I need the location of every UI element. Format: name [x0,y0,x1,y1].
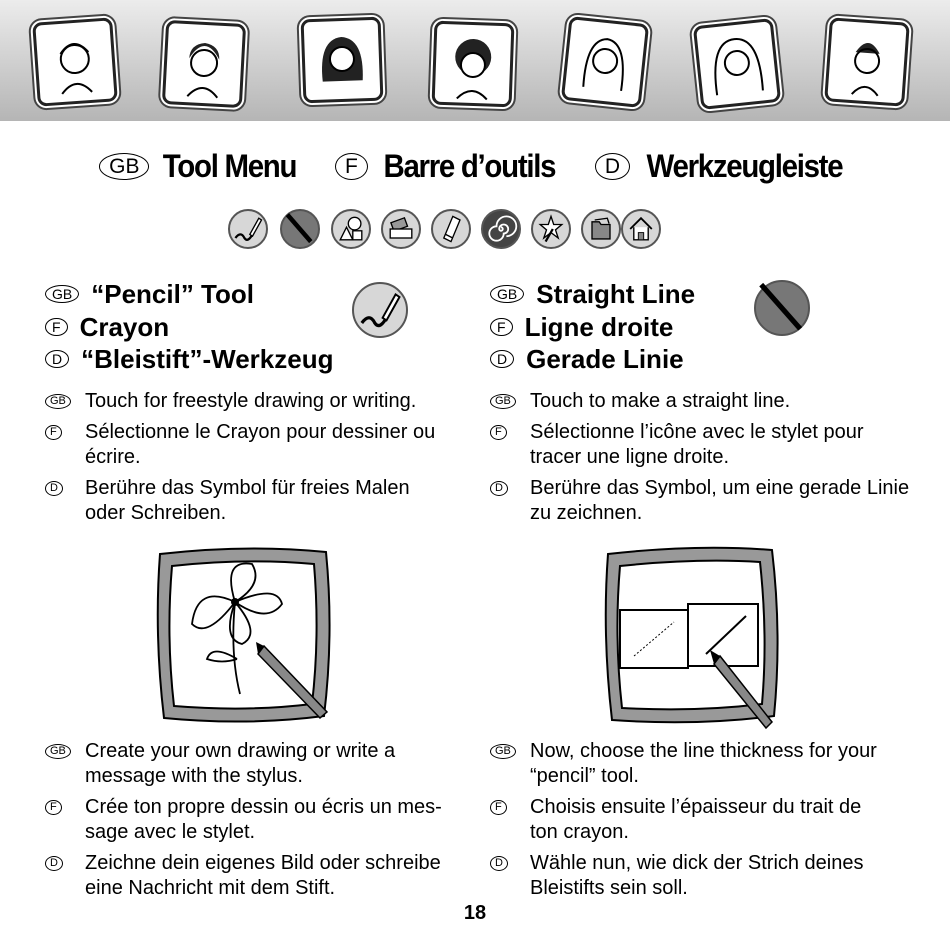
body-text: Sélectionne le Crayon pour dessiner ou écrire. [85,421,436,468]
heading-text: “Bleistift”-Werkzeug [81,344,334,374]
shapes-icon[interactable] [331,209,371,249]
lang-badge: F [45,425,62,440]
body-text: Wähle nun, wie dick der Strich deines Bleistifts sein soll. [530,852,864,899]
body-text: Create your own drawing or write a message with the stylus. [85,740,396,787]
lang-badge: GB [45,285,79,303]
portrait-3 [301,17,384,104]
left-intro-gb [45,389,465,414]
body-text: Zeichne dein eigenes Bild oder schreibe eine Nachricht mit dem Stift. [85,852,441,899]
straight-line-screen-illustration [602,544,792,734]
lang-badge: D [490,856,508,871]
title-gb [99,148,302,185]
lang-badge: D [595,153,630,180]
home-icon[interactable] [621,209,661,249]
left-intro-f [45,420,445,470]
stamp-icon[interactable] [381,209,421,249]
lang-badge: D [490,481,508,496]
right-heading-gb [490,279,695,310]
title-f [335,148,563,185]
left-intro-d [45,476,445,526]
portrait-1 [32,17,118,106]
portrait-7 [824,17,910,106]
body-text: Choisis ensuite l’épaisseur du trait de ton crayon. [530,796,862,843]
lang-badge: GB [490,285,524,303]
heading-text: Gerade Linie [526,344,684,374]
right-caption-f [490,795,890,845]
heading-text: Crayon [79,312,170,342]
lang-badge: F [45,800,62,815]
body-text: Touch to make a straight line. [530,390,791,412]
right-heading-d [490,344,684,375]
title-text: Tool Menu [163,148,297,184]
pencil-tool-icon[interactable] [228,209,268,249]
page-number: 18 [463,902,487,924]
body-text: Berühre das Symbol für freies Malen oder Schreiben. [85,477,410,524]
left-heading-d [45,344,333,375]
title-d [595,148,851,185]
title-text: Barre d’outils [383,148,555,184]
lang-badge: F [490,800,507,815]
straight-line-icon[interactable] [280,209,320,249]
right-intro-gb [490,389,910,414]
page-title [0,148,950,185]
left-caption-d [45,851,465,901]
lang-badge: F [490,425,507,440]
body-text: Berühre das Symbol, um eine gerade Linie zu zeichnen. [530,477,910,524]
title-text: Werkzeugleiste [646,148,843,184]
right-heading-f [490,312,673,343]
lang-badge: GB [45,744,71,759]
portrait-6 [693,18,781,110]
lang-badge: GB [99,153,149,180]
heading-text: “Pencil” Tool [91,279,254,309]
lang-badge: D [45,481,63,496]
heading-text: Ligne droite [524,312,674,342]
straight-line-icon [754,280,810,336]
right-intro-d [490,476,910,526]
lang-badge: D [45,856,63,871]
header-banner [0,0,950,121]
left-heading-gb [45,279,254,310]
left-caption-f [45,795,465,845]
lang-badge: GB [45,394,71,409]
left-caption-gb [45,739,445,789]
spiral-icon[interactable] [481,209,521,249]
right-caption-gb [490,739,910,789]
body-text: Crée ton propre dessin ou écris un mes-sage avec le stylet. [85,796,442,843]
body-text: Touch for freestyle drawing or writing. [85,390,417,412]
portrait-4 [432,21,515,108]
body-text: Sélectionne l’icône avec le stylet pour tracer une ligne droite. [530,421,864,468]
lang-badge: GB [490,394,516,409]
lang-badge: D [45,350,69,368]
heading-text: Straight Line [536,279,696,309]
left-heading-f [45,312,169,343]
folder-icon[interactable] [581,209,621,249]
portrait-2 [162,20,246,108]
lang-badge: F [490,318,513,336]
drawing-screen-illustration [152,544,342,729]
portrait-5 [561,16,649,108]
lang-badge: GB [490,744,516,759]
lang-badge: D [490,350,514,368]
eraser-icon[interactable] [431,209,471,249]
lang-badge: F [335,153,368,180]
right-caption-d [490,851,910,901]
right-intro-f [490,420,910,470]
magic-wand-icon[interactable] [531,209,571,249]
pencil-tool-icon [352,282,408,338]
body-text: Now, choose the line thickness for your “pencil” tool. [530,740,877,787]
lang-badge: F [45,318,68,336]
